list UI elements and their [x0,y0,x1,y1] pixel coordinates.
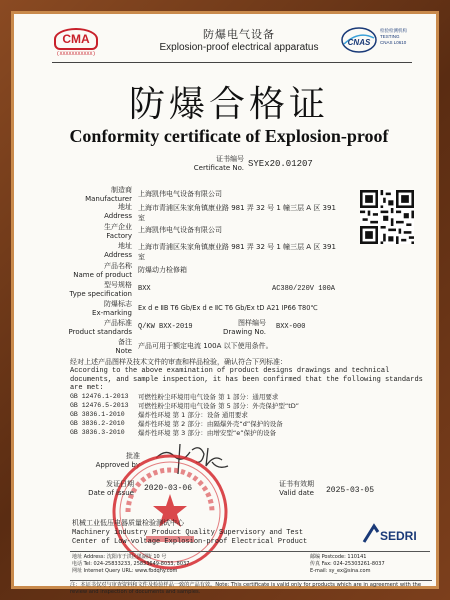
contact-postcode: 邮编 Postcode: 110141 [310,554,367,560]
product-standards-label [62,319,132,336]
contact-fax: 传真 Fax: 024-25303261-8037 [310,561,385,567]
type-label [62,281,132,298]
issuing-org-zh: 机械工业低压电器质量检验测试中心 [72,519,184,527]
certificate-no-label-en: Certificate No. [193,164,244,172]
cma-logo [54,28,98,58]
cnas-line: TESTING [380,34,400,39]
date-of-issue-label-zh: 发证日期 [106,480,134,488]
cnas-line: 检验检测机构 [380,28,407,33]
factory-address-label [62,242,132,259]
certificate-paper [14,14,436,595]
contact-url: 网址 Internet Query URL: www.fbdqhy.com [72,568,178,574]
contact-email: E-mail: sy_ex@sina.com [310,568,371,574]
standard-desc: 爆炸性环境 第 1 部分：设备 通用要求 [138,411,248,419]
product-name-label-en: Name of product [73,270,132,279]
contact-tel: 电话 Tel: 024-25833233, 25833649-8033, 8037 [72,561,190,567]
note-value: 产品可用于额定电流 100A 以下使用条件。 [138,342,273,350]
qr-code-icon [360,190,414,244]
address-value [138,203,362,223]
factory-label-en: Factory [106,231,132,240]
certificate-no-value: SYEx20.01207 [248,159,313,169]
address-label [62,203,132,220]
date-of-issue-label-en: Date of issue [88,488,134,497]
cma-logo-text: CMA [54,28,98,50]
address-line: 上海市青浦区朱家角镇康业路 981 弄 32 号 1 幢三层 A 区 391 [138,204,336,212]
cnas-mark-icon [340,26,378,56]
cma-logo-number: (XXXXXXXXXXX) [56,51,96,57]
factory-label-zh: 生产企业 [104,223,132,231]
certificate-title-en: Conformity certificate of Explosion-proof [69,126,389,146]
type-label-en: Type specification [69,289,132,298]
standard-code: GB 3836.1-2010 [70,411,125,418]
sedri-logo-text: SEDRI [380,529,417,543]
drawing-no-label [198,319,266,336]
certificate-no-label [184,155,244,173]
drawing-no-label-en: Drawing No. [223,327,266,336]
manufacturer-value: 上海凯伟电气设备有限公司 [138,190,222,198]
standard-desc: 可燃性粉尘环境用电气设备 第 5 部分：外壳保护型“tD” [138,402,299,410]
certificate-footnote: 注：本证书仅对与审查资料和文件及检验样品一致的产品有效。Note: This certificate is valid only for products which are in agreement with the review and inspection of documents and samples. [70,580,432,596]
standard-desc: 可燃性粉尘环境用电气设备 第 1 部分：通用要求 [138,393,279,401]
certificate-no-label-zh: 证书编号 [216,155,244,163]
standard-desc: 爆炸性环境 第 2 部分：由隔爆外壳“d”保护的设备 [138,420,283,428]
standard-code: GB 3836.3-2010 [70,429,125,436]
factory-value: 上海凯伟电气设备有限公司 [138,226,222,234]
factory-label [62,223,132,240]
issuing-org-en-line: Center of Low-voltage Explosion-proof Electrical Product [72,538,308,546]
contact-left [72,554,312,575]
footer-rule [70,551,430,552]
header-title-en: Explosion-proof electrical apparatus [159,42,319,53]
cnas-text [380,28,432,46]
statement-en: According to the above examination of product designs drawings and technical documents, and sample inspection, it has been confirmed that the following standards are met: [70,367,423,392]
product-standards-label-en: Product standards [68,327,132,336]
valid-date-label-zh: 证书有效期 [279,480,314,488]
issuing-org-en-line: Machinery industry Product Quality Supervisory and Test [72,529,304,537]
product-name-label-zh: 产品名称 [104,262,132,270]
standard-code: GB 12476.5-2013 [70,402,129,409]
sedri-logo-icon [362,524,422,546]
address-label-en: Address [104,211,132,220]
factory-address-line: 室 [138,253,145,261]
manufacturer-label [62,186,132,203]
note-label-zh: 备注 [118,338,132,346]
cnas-logo-text: CNAS [347,38,371,47]
certificate-title-zh: 防爆合格证 [128,84,329,125]
sedri-logo [362,524,422,546]
approved-by-label-en: Approved by [95,460,140,469]
ex-marking-label-en: Ex-marking [92,308,132,317]
note-label [62,338,132,355]
drawing-no-value: BXX-000 [276,323,306,331]
standard-code: GB 12476.1-2013 [70,393,129,400]
valid-date-label [240,480,314,497]
cnas-line: CNAS L0610 [380,40,407,45]
product-standards-label-zh: 产品标准 [104,319,132,327]
product-standards-value: Q/KW BXX-2019 [138,323,193,331]
factory-address-value [138,242,362,262]
date-of-issue-label [58,480,134,497]
contact-right [310,554,430,575]
drawing-no-label-zh: 图样编号 [238,319,266,327]
type-value: BXX [138,285,151,293]
contact-address: 地址 Address: 沈阳市于洪区黑湖街 10 号 [72,554,167,560]
note-label-en: Note [115,346,132,355]
manufacturer-label-en: Manufacturer [85,194,132,203]
factory-address-label-zh: 地址 [118,242,132,250]
factory-address-line: 上海市青浦区朱家角镇康业路 981 弄 32 号 1 幢三层 A 区 391 [138,243,336,251]
product-name-value: 防爆动力检修箱 [138,266,187,274]
ex-marking-value: Ex d e ⅡB T6 Gb/Ex d e ⅡC T6 Gb/Ex tD A21 IP66 T80℃ [138,304,318,312]
date-of-issue-value: 2020-03-06 [144,484,193,493]
address-label-zh: 地址 [118,203,132,211]
valid-date-label-en: Valid date [279,488,314,497]
cnas-logo [340,26,432,58]
certificate-inner-frame [11,11,439,595]
address-line: 室 [138,214,145,222]
approved-by-label-zh: 批准 [126,452,140,460]
header-rule [52,62,412,63]
statement-zh: 经对上述产品图样及技术文件的审查和样品检验，确认符合下列标准： [70,358,287,366]
factory-address-label-en: Address [104,250,132,259]
ex-marking-label-zh: 防爆标志 [104,300,132,308]
ex-marking-label [62,300,132,317]
product-name-label [62,262,132,279]
standard-code: GB 3836.2-2010 [70,420,125,427]
issuing-org-en [72,529,362,547]
manufacturer-label-zh: 制造商 [111,186,132,194]
valid-date-value: 2025-03-05 [326,486,375,495]
standard-desc: 爆炸性环境 第 3 部分：由增安型“e”保护的设备 [138,429,277,437]
type-rating-value: AC380/220V 100A [272,285,336,293]
type-label-zh: 型号规格 [104,281,132,289]
header-title-zh: 防爆电气设备 [203,28,275,41]
